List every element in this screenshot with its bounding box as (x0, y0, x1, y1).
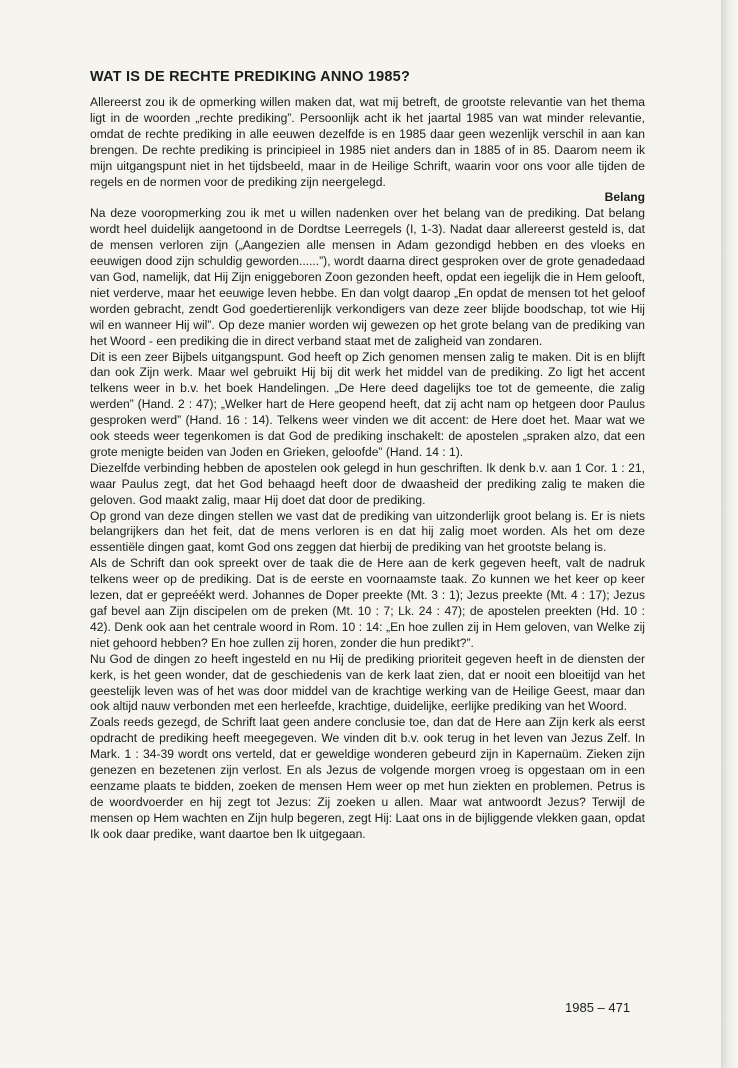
section-heading-belang: Belang (604, 190, 645, 205)
body-paragraph: Op grond van deze dingen stellen we vast dat de prediking van uitzonderlijk groot belang is. Er is niets belangrijkers dan het feit, dat de mens verloren is en dat hij zalig moet worden. Als het om deze essentiële dingen gaat, komt God ons zeggen dat hierbij de prediking van het grootste belang is. (90, 508, 645, 555)
intro-paragraph: Allereerst zou ik de opmerking willen maken dat, wat mij betreft, de grootste relevantie van het thema ligt in de woorden „rechte prediking”. Persoonlijk acht ik het jaartal 1985 van wat minder relevantie, omdat de rechte prediking in alle eeuwen dezelfde is en 1985 daar geen wezenlijk verschil in aan kan brengen. De rechte prediking is principieel in 1985 niet anders dan in 1885 of in 85. Daarom neem ik mijn uitgangspunt niet in het tijdsbeeld, maar in de Heilige Schrift, waarin voor ons voor alle tijden de regels en de normen voor de prediking zijn neergelegd. (90, 95, 645, 189)
page-number: 1985 – 471 (565, 1000, 631, 1015)
page-edge-shadow (721, 0, 738, 1068)
body-paragraph: Diezelfde verbinding hebben de apostelen ook gelegd in hun geschriften. Ik denk b.v. aan 1 Cor. 1 : 21, waar Paulus zegt, dat het God behaagd heeft door de dwaasheid der prediking zalig te maken die geloven. God maakt zalig, maar Hij doet dat door de prediking. (90, 460, 645, 507)
body-paragraph: Zoals reeds gezegd, de Schrift laat geen andere conclusie toe, dan dat de Here aan Zijn kerk als eerst opdracht de prediking heeft meegegeven. We vinden dit b.v. ook terug in het leven van Jezus Zelf. In Mark. 1 : 34-39 wordt ons verteld, dat er geweldige wonderen gebeurd zijn in Kapernaüm. Zieken zijn genezen en bezetenen zijn verlost. En als Jezus de volgende morgen vroeg is opgestaan om in een eenzame plaats te bidden, zoeken de mensen Hem weer op met hun ziekten en problemen. Petrus is de woordvoerder en hij zegt tot Jezus: Zij zoeken u allen. Maar wat antwoordt Jezus? Terwijl de mensen op Hem wachten en Zijn hulp begeren, zegt Hij: Laat ons in de bijliggende vlekken gaan, opdat Ik ook daar predike, want daartoe ben Ik uitgegaan. (90, 715, 645, 841)
body-paragraph: Nu God de dingen zo heeft ingesteld en nu Hij de prediking prioriteit gegeven heeft in de diensten der kerk, is het geen wonder, dat de geschiedenis van de kerk laat zien, dat er nooit een bloeitijd van het geestelijk leven was of het was door middel van de krachtige werking van de Heilige Geest, maar dan ook altijd nauw verbonden met een herleefde, krachtige, duidelijke, eerlijke prediking van het Woord. (90, 651, 645, 714)
body-paragraph: Na deze vooropmerking zou ik met u willen nadenken over het belang van de prediking. Dat belang wordt heel duidelijk aangetoond in de Dordtse Leerregels (I, 1-3). Nadat daar allereerst gesteld is, dat de mensen verloren zijn („Aangezien alle mensen in Adam gezondigd hebben en des vloeks en eeuwigen dood zijn schuldig geworden......”), wordt daarna direct gesproken over de grote genadedaad van God, namelijk, dat Hij Zijn eniggeboren Zoon gezonden heeft, opdat een iegelijk die in Hem gelooft, niet verderve, maar het eeuwige leven hebbe. En dan volgt daarop „En opdat de mensen tot het geloof worden gebracht, zendt God goedertierenlijk verkondigers van deze zeer blijde boodschap, tot wie Hij wil en wanneer Hij wil”. Op deze manier worden wij gewezen op het grote belang van de prediking van het Woord - een prediking die in direct verband staat met de zaligheid van zondaren. (90, 206, 645, 348)
article (90, 68, 645, 843)
body-paragraph: Dit is een zeer Bijbels uitgangspunt. God heeft op Zich genomen mensen zalig te maken. Dit is en blijft dan ook Zijn werk. Maar wel gebruikt Hij bij dit werk het middel van de prediking. Zo ligt het accent telkens weer in b.v. het boek Handelingen. „De Here deed dagelijks toe tot de gemeente, die zalig werden” (Hand. 2 : 47); „Welker hart de Here geopend heeft, dat zij acht nam op hetgeen door Paulus gesproken werd” (Hand. 16 : 14). Telkens weer vinden we dit accent: de Here doet het. Maar wat we ook steeds weer tegenkomen is dat God de prediking inschakelt: de apostelen „spraken alzo, dat een grote menigte beiden van Joden en Grieken, geloofde” (Hand. 14 : 1). (90, 349, 645, 459)
article-title: WAT IS DE RECHTE PREDIKING ANNO 1985? (90, 69, 410, 85)
body-paragraph: Als de Schrift dan ook spreekt over de taak die de Here aan de kerk gegeven heeft, valt de nadruk telkens weer op de prediking. Dat is de eerste en voornaamste taak. Zo kunnen we het keer op keer lezen, dat er gepreéékt werd. Johannes de Doper preekte (Mt. 3 : 1); Jezus preekte (Mt. 4 : 17); Jezus gaf bevel aan Zijn discipelen om de preken (Mt. 10 : 7; Lk. 24 : 47); de apostelen preekten (Hd. 10 : 42). Denk ook aan het centrale woord in Rom. 10 : 14: „En hoe zullen zij in Hem geloven, van Welke zij niet gehoord hebben? En hoe zullen zij horen, zonder die hun predikt?”. (90, 556, 645, 650)
